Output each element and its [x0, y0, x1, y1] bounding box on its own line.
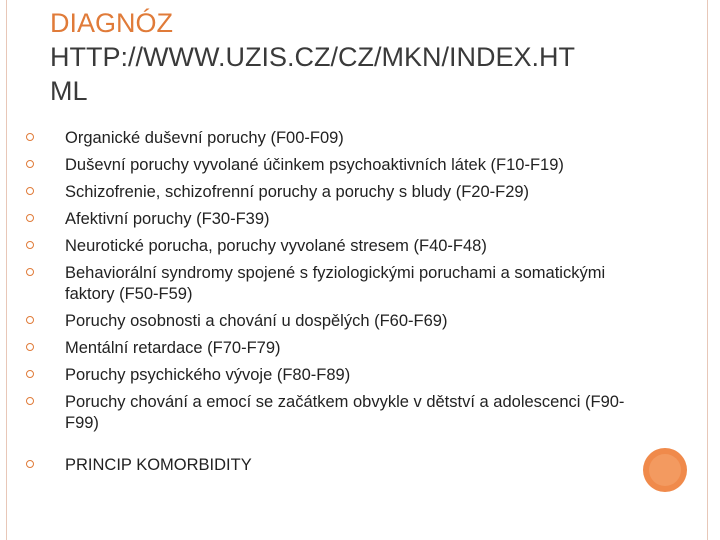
bullet-text: Duševní poruchy vyvolané účinkem psychoaktivních látek (F10-F19): [65, 156, 564, 174]
bullet-text: Poruchy osobnosti a chování u dospělých (F60-F69): [65, 312, 448, 330]
bullet-item: [26, 263, 646, 305]
title-line-2: HTTP://WWW.UZIS.CZ/CZ/MKN/INDEX.HT: [50, 42, 575, 72]
bullet-marker-icon: [26, 133, 34, 141]
bullet-item: [26, 365, 646, 386]
bullet-list: [26, 128, 646, 482]
bullet-marker-icon: [26, 343, 34, 351]
bullet-marker-icon: [26, 241, 34, 249]
bullet-marker-icon: [26, 370, 34, 378]
bullet-text: Poruchy psychického vývoje (F80-F89): [65, 366, 351, 384]
bullet-item: [26, 209, 646, 230]
bullet-marker-icon: [26, 316, 34, 324]
bullet-text: Behaviorální syndromy spojené s fyziologickými poruchami a somatickými faktory (F50-F59): [65, 264, 606, 303]
bullet-text: PRINCIP KOMORBIDITY: [65, 456, 252, 474]
bullet-marker-icon: [26, 397, 34, 405]
bullet-marker-icon: [26, 214, 34, 222]
bullet-marker-icon: [26, 160, 34, 168]
bullet-text: Schizofrenie, schizofrenní poruchy a poruchy s bludy (F20-F29): [65, 183, 530, 201]
slide-title: [50, 6, 630, 108]
decorative-circle-inner: [649, 454, 681, 486]
bullet-item: [26, 236, 646, 257]
bullet-item: [26, 392, 646, 434]
decorative-circle-icon: [643, 448, 687, 492]
bullet-item: [26, 155, 646, 176]
title-line-1: DIAGNÓZ: [50, 8, 174, 38]
bullet-marker-icon: [26, 268, 34, 276]
bullet-item: [26, 182, 646, 203]
bullet-marker-icon: [26, 187, 34, 195]
bullet-text: Mentální retardace (F70-F79): [65, 339, 281, 357]
bullet-item: [26, 338, 646, 359]
title-line-3: ML: [50, 76, 88, 106]
bullet-item: [26, 455, 646, 476]
bullet-item: [26, 311, 646, 332]
bullet-text: Afektivní poruchy (F30-F39): [65, 210, 270, 228]
bullet-marker-icon: [26, 460, 34, 468]
bullet-text: Organické duševní poruchy (F00-F09): [65, 129, 344, 147]
bullet-item: [26, 128, 646, 149]
bullet-text: Poruchy chování a emocí se začátkem obvykle v dětství a adolescenci (F90-F99): [65, 393, 625, 432]
bullet-text: Neurotické porucha, poruchy vyvolané stresem (F40-F48): [65, 237, 487, 255]
